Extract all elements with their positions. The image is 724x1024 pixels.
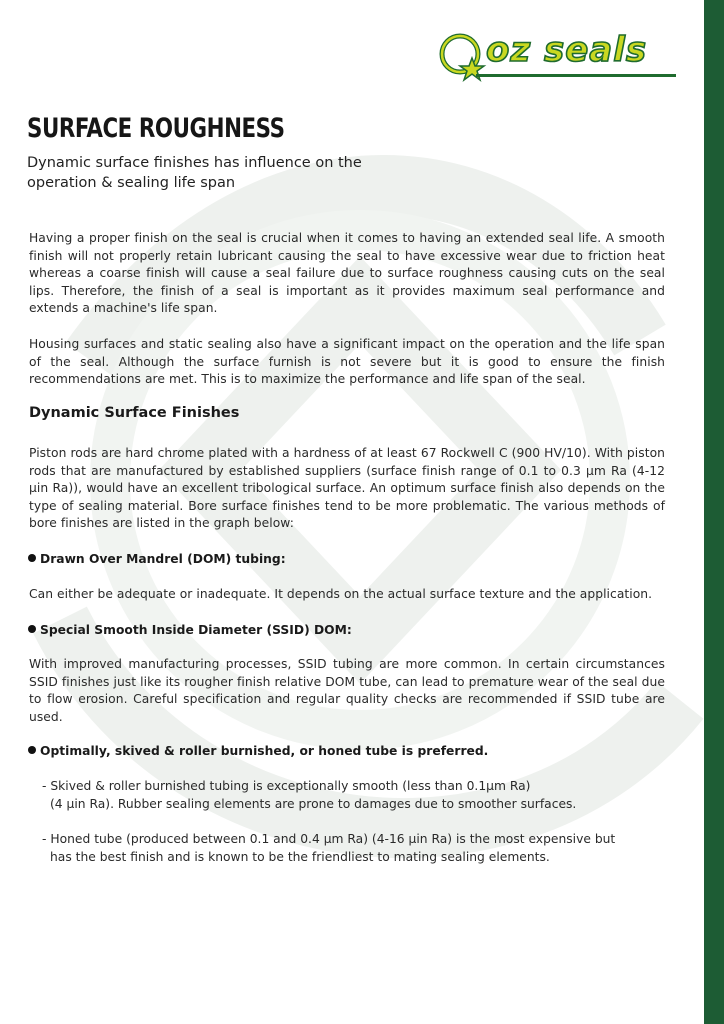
subtitle-line-2: operation & sealing life span — [27, 175, 236, 191]
oz-seals-logo — [434, 24, 680, 84]
ssid-dom-text: With improved manufacturing processes, SSID tubing are more common. In certain circumstances SSID finishes just like its rougher finish relative DOM tube, can lead to premature wear of the seal due to flow erosion. Careful specification and regular quality checks are recommended if SSID tube are used. — [29, 657, 665, 724]
sub-item-line-2: (4 µin Ra). Rubber sealing elements are prone to damages due to smoother surfaces. — [50, 796, 577, 811]
bullet-ssid-dom — [28, 623, 352, 637]
page-subtitle — [27, 153, 427, 193]
logo-underline — [476, 74, 676, 77]
page-title: SURFACE ROUGHNESS — [27, 113, 285, 144]
dom-tubing-text: Can either be adequate or inadequate. It depends on the actual surface texture and the application. — [29, 587, 653, 601]
brand-side-bar — [704, 0, 724, 1024]
bullet-dom-tubing — [28, 552, 286, 566]
bullet-preferred-tube — [28, 744, 488, 758]
logo-text: oz seals — [486, 30, 648, 70]
bullet-label: Drawn Over Mandrel (DOM) tubing: — [40, 552, 286, 566]
bullet-label: Special Smooth Inside Diameter (SSID) DOM: — [40, 623, 352, 637]
bullet-dot-icon — [28, 625, 36, 633]
bullet-dot-icon — [28, 746, 36, 754]
sub-item-honed — [42, 831, 642, 866]
subtitle-line-1: Dynamic surface finishes has influence on the — [27, 155, 362, 171]
dynamic-intro-paragraph: Piston rods are hard chrome plated with a hardness of at least 67 Rockwell C (900 HV/10). With piston rods that are manufactured by established suppliers (surface finish range of 0.1 to 0.3 µm Ra (4-12 µin Ra)), would have an excellent tribological surface. An optimum surface finish also depends on the type of sealing material. Bore surface finishes tend to be more problematic. The various methods of bore finishes are listed in the graph below: — [29, 446, 665, 530]
bullet-dot-icon — [28, 554, 36, 562]
sub-item-line-1: - Skived & roller burnished tubing is exceptionally smooth (less than 0.1µm Ra) — [42, 779, 531, 793]
section-heading-dynamic: Dynamic Surface Finishes — [29, 405, 240, 421]
housing-paragraph: Housing surfaces and static sealing also have a significant impact on the operation and the life span of the seal. Although the surface furnish is not severe but it is good to ensure the finish recommendations are met. This is to maximize the performance and life span of the seal. — [29, 337, 665, 386]
sub-item-line-1: - Honed tube (produced between 0.1 and 0.4 µm Ra) (4-16 µin Ra) is the most expensive but — [42, 832, 616, 846]
sub-item-line-2: has the best finish and is known to be the friendliest to mating sealing elements. — [50, 849, 550, 864]
bullet-label: Optimally, skived & roller burnished, or honed tube is preferred. — [40, 744, 489, 758]
intro-paragraph: Having a proper finish on the seal is crucial when it comes to having an extended seal life. A smooth finish will not properly retain lubricant causing the seal to have excessive wear due to friction heat whereas a coarse finish will cause a seal failure due to surface roughness causing cuts on the seal lips. Therefore, the finish of a seal is important as it provides maximum seal performance and extends a machine's life span. — [29, 231, 665, 315]
sub-item-skived — [42, 778, 642, 813]
